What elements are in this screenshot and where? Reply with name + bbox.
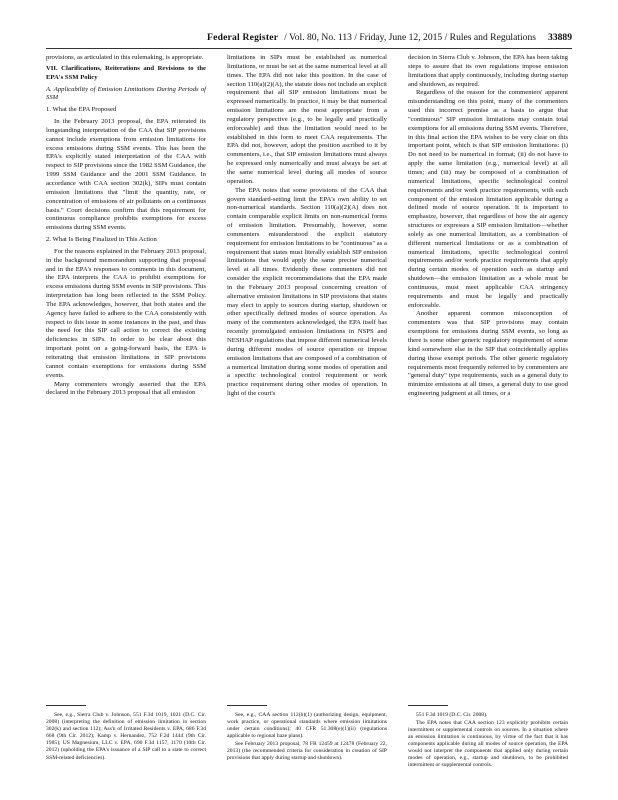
paragraph: The EPA notes that some provisions of the CAA that govern standard-setting limit the EPA's own ability to set non-numerical standards. Section 110(a)(2)(A) does not contain comparable explicit limits on non-numerical forms of emission limitation. Presumably, however, some commenters misunderstood the explicit statutory requirement for emission limitations to be "continuous" as a requirement that states must literally establish SIP emission limitations that would apply the same precise numerical level at all times. Evidently these commenters did not consider the explicit recommendations that the EPA made in the February 2013 proposal concerning creation of alternative emission limitations in SIP provisions that states may elect to apply to sources during startup, shutdown or other specifically defined modes of source operation. As many of the commenters acknowledged, the EPA itself has recently promulgated emission limitations in NSPS and NESHAP regulations that impose different numerical levels during different modes of source operation or impose emission limitations that are composed of a combination of a numerical limitation during some modes of operation and a specific technological control requirement or work practice requirement during other modes of operation. In light of the court's: [227, 186, 387, 398]
footnotes-column-1: [46, 712, 206, 762]
paragraph: Many commenters wrongly asserted that the EPA declared in the February 2013 proposal that all emission: [46, 380, 206, 397]
section-heading: 2. What Is Being Finalized in This Action: [46, 236, 157, 244]
issue-info: / Vol. 80, No. 113 / Friday, June 12, 2015 / Rules and Regulations: [284, 32, 537, 43]
page-number: 33889: [548, 32, 572, 43]
paragraph: Another apparent common misconception of commenters was that SIP provisions may contain exemptions for emissions during SSM events, so long as there is some other generic regulatory requirement of some kind somewhere else in the SIP that coincidentally applies during those exempt periods. The other generic regulatory requirements most frequently referred to by commenters are "general duty" type requirements, such as a general duty to minimize emissions at all times, a general duty to use good engineering judgment at all times, or a: [408, 310, 568, 398]
footnote-rule: [227, 705, 267, 706]
paragraph: decision in Sierra Club v. Johnson, the EPA has been taking steps to assure that its own regulations impose emission limitations that apply continuously, including during startup and shutdown, as required.: [408, 54, 568, 88]
footnote: 551 F.3d 1019 (D.C. Cir. 2008).: [416, 712, 488, 718]
paragraph: provisions, as articulated in this rulemaking, is appropriate.: [46, 54, 204, 61]
header-rule: [46, 48, 572, 49]
page-header: [46, 31, 572, 45]
footnotes-column-2: [227, 712, 387, 763]
text-column-2: [227, 54, 387, 399]
footnote: See, e.g., CAA section 112(h)(1) (authorizing design, equipment, work practice, or operational standards where emission limitations under certain conditions); 40 CFR 51.308(e)(1)(ii) (regulations applicable to regional haze plans).: [227, 712, 387, 740]
text-column-1: [46, 54, 206, 398]
section-heading: A. Applicability of Emission Limitations During Periods of SSM: [46, 85, 206, 102]
footnotes-column-3: [408, 712, 568, 770]
footnote: See, e.g., Sierra Club v. Johnson, 551 F.3d 1019, 1021 (D.C. Cir. 2008) (interpreting the definition of emission limitation in section 302(k) and section 112); Ass'n of Irritated Residents v. EPA, 686 F.3d 668 (9th Cir. 2012); Kamp v. Hernandez, 752 F.2d 1444 (9th Cir. 1985); US Magnesium, LLC v. EPA, 690 F.3d 1157, 1170 (10th Cir. 2012) (upholding the EPA's issuance of a SIP call to a state to correct SSM-related deficiencies).: [46, 712, 206, 761]
section-heading: 1. What the EPA Proposed: [46, 106, 117, 114]
footnote-rule: [408, 705, 448, 706]
section-heading: VII. Clarifications, Reiterations and Revisions to the EPA's SSM Policy: [46, 64, 206, 81]
footnote: The EPA notes that CAA section 123 explicitly prohibits certain intermittent or supplemental controls on sources. In a situation where an emission limitation is continuous, by virtue of the fact that it has components applicable during all modes of source operation, the EPA would not interpret the components that applied only during certain modes of operation, e.g., startup and shutdown, to be prohibited intermittent or supplemental controls.: [408, 719, 568, 769]
footnote: See February 2013 proposal, 78 FR 12459 at 12478 (February 22, 2013) (the recommended criteria for consideration in creation of SIP provisions that apply during startup and shutdown).: [227, 740, 387, 762]
publication-title: Federal Register: [207, 32, 279, 43]
paragraph: For the reasons explained in the February 2013 proposal, in the background memorandum supporting that proposal and in the EPA's responses to comments in this document, the EPA interprets the CAA to prohibit exemptions for excess emissions during SSM events in SIP provisions. This interpretation has long been reflected in the SSM Policy. The EPA acknowledges, however, that both states and the Agency have failed to adhere to the CAA consistently with respect to this issue in some instances in the past, and thus the need for this SIP call action to correct the existing deficiencies in SIPs. In order to be clear about this important point on a going-forward basis, the EPA is reiterating that emission limitations in SIP provisions cannot contain exemptions for emissions during SSM events.: [46, 247, 206, 379]
paragraph: In the February 2013 proposal, the EPA reiterated its longstanding interpretation of the CAA that SIP provisions cannot include exemptions from emission limitations for excess emissions during SSM events. This has been the EPA's explicitly stated interpretation of the CAA with respect to SIP provisions since the 1982 SSM Guidance, the 1999 SSM Guidance and the 2001 SSM Guidance. In accordance with CAA section 302(k), SIPs must contain emission limitations that "limit the quantity, rate, or concentration of emissions of air pollutants on a continuous basis." Court decisions confirm that this requirement for continuous compliance prohibits exemptions for excess emissions during SSM events.: [46, 118, 206, 232]
paragraph: limitations in SIPs must be established as numerical limitations, or must be set at the same numerical level at all times. The EPA did not take this position. In the case of section 110(a)(2)(A), the statute does not include an explicit requirement that all SIP emission limitations must be expressed numerically. In practice, it may be that numerical emission limitations are the most appropriate from a regulatory perspective (e.g., to be legally and practically enforceable) and thus the limitation would need to be established in this form to meet CAA requirements. The EPA did not, however, adopt the position ascribed to it by commenters, i.e., that SIP emission limitations must always be expressed only numerically and must always be set at the same numerical level during all modes of source operation.: [227, 54, 387, 185]
text-column-3: [408, 54, 568, 399]
paragraph: Regardless of the reason for the commenters' apparent misunderstanding on this point, many of the commenters used this incorrect premise as a basis to argue that "continuous" SIP emission limitations may contain total exemptions for all emissions during SSM events. Therefore, in this final action the EPA wishes to be very clear on this important point, which is that SIP emission limitations: (i) Do not need to be numerical in format; (ii) do not have to apply the same limitation (e.g., numerical level) at all times; and (iii) may be composed of a combination of numerical limitations, specific technological control requirements and/or work practice requirements, with each component of the emission limitation applicable during a defined mode of source operation. It is important to emphasize, however, that regardless of how the air agency structures or expresses a SIP emission limitation—whether solely as one numerical limitation, as a combination of different numerical limitations or as a combination of numerical limitations, specific technological control requirements and/or work practice requirements that apply during certain modes of operation such as startup and shutdown—the emission limitation as a whole must be continuous, must meet applicable CAA stringency requirements and must be legally and practically enforceable.: [408, 89, 568, 309]
footnote-rule: [46, 705, 86, 706]
